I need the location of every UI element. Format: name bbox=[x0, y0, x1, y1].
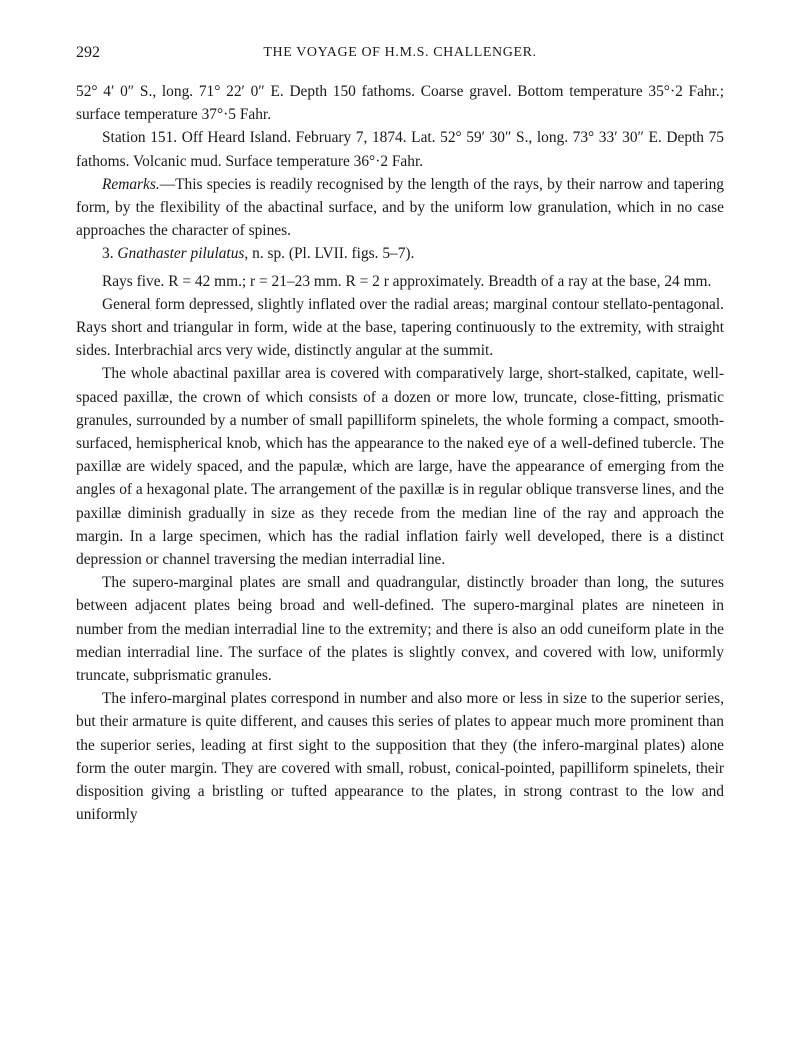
paragraph-infero-marginal: The infero-marginal plates correspond in number and also more or less in size to the superior series, but their armature is quite different, and causes this series of plates to appear much more prominent than the superior series, leading at first sight to the supposition that they (the infero-marginal plates) alone form the outer margin. They are covered with small, robust, conical-pointed, papilliform spinelets, their disposition giving a bristling or tufted appearance to the plates, in strong contrast to the low and uniformly bbox=[76, 690, 724, 824]
paragraph-measurements: Rays five. R = 42 mm.; r = 21–23 mm. R = 2 r approximately. Breadth of a ray at the base, 24 mm. bbox=[102, 272, 712, 290]
paragraph-abactinal-area: The whole abactinal paxillar area is covered with comparatively large, short-stalked, capitate, well-spaced paxillæ, the crown of which consists of a dozen or more low, truncate, close-fitting, prismatic granules, surrounded by a number of small papilliform spinelets, the whole forming a compact, smooth-surfaced, hemispherical knob, which has the appearance to the naked eye of a well-defined tubercle. The paxillæ are widely spaced, and the papulæ, which are large, have the appearance of emerging from the angles of a hexagonal plate. The arrangement of the paxillæ is in regular oblique transverse lines, and the paxillæ diminish gradually in size as they recede from the median line of the ray and approach the margin. In a large specimen, which has the radial inflation fairly well developed, there is a distinct depression or channel traversing the median interradial line. bbox=[76, 365, 724, 569]
remarks-text: —This species is readily recognised by the length of the rays, by their narrow and tapering form, by the flexibility of the abactinal surface, and by the uniform low granulation, which in no case approaches the character of spines. bbox=[76, 175, 724, 240]
species-number: 3. bbox=[102, 245, 114, 263]
paragraph-remarks bbox=[76, 173, 724, 243]
paragraph-supero-marginal: The supero-marginal plates are small and quadrangular, distinctly broader than long, the sutures between adjacent plates being broad and well-defined. The supero-marginal plates are nineteen in number from the median interradial line to the extremity; and there is also an odd cuneiform plate in the median interradial line. The surface of the plates is slightly convex, and covered with low, uniformly truncate, subprismatic granules. bbox=[76, 574, 724, 685]
paragraph-station-150-continued: 52° 4′ 0″ S., long. 71° 22′ 0″ E. Depth 150 fathoms. Coarse gravel. Bottom temperature 35°·2 Fahr.; surface temperature 37°·5 Fahr. bbox=[76, 83, 724, 124]
species-heading bbox=[76, 242, 724, 265]
species-heading-rest: , n. sp. (Pl. LVII. figs. 5–7). bbox=[244, 245, 415, 263]
body-text bbox=[76, 80, 724, 827]
page-header bbox=[76, 44, 724, 68]
remarks-label: Remarks. bbox=[102, 175, 160, 193]
page-number: 292 bbox=[76, 44, 100, 61]
paragraph-general-form: General form depressed, slightly inflated over the radial areas; marginal contour stellato-pentagonal. Rays short and triangular in form, wide at the base, tapering continuously to the extremity, with straight sides. Interbrachial arcs very wide, distinctly angular at the summit. bbox=[76, 295, 724, 360]
running-title: THE VOYAGE OF H.M.S. CHALLENGER. bbox=[263, 45, 537, 60]
species-name: Gnathaster pilulatus bbox=[117, 245, 245, 263]
paragraph-station-151: Station 151. Off Heard Island. February 7, 1874. Lat. 52° 59′ 30″ S., long. 73° 33′ 30″ E. Depth 75 fathoms. Volcanic mud. Surface temperature 36°·2 Fahr. bbox=[76, 129, 724, 170]
